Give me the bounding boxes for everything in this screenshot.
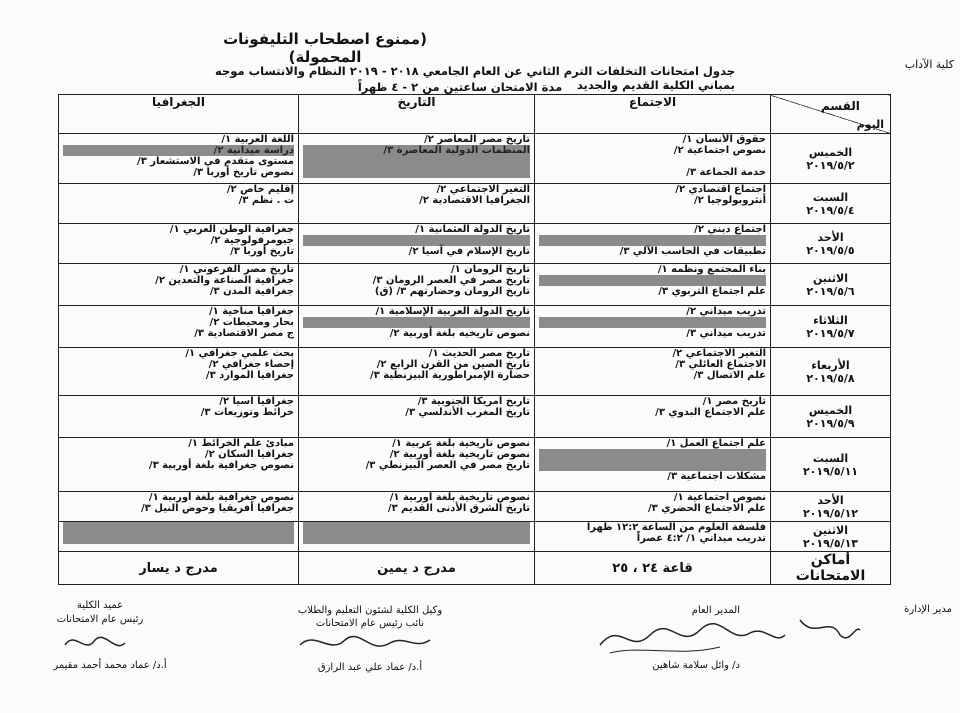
dean-signature bbox=[60, 625, 130, 660]
subject-line bbox=[303, 167, 530, 178]
subject-line: بحث علمي جغرافي ١/ bbox=[185, 348, 294, 359]
gm-signature bbox=[590, 615, 790, 660]
day-cell bbox=[771, 348, 891, 396]
subject-line bbox=[539, 275, 766, 286]
subject-line: إقليم خاص ٢/ bbox=[226, 184, 294, 195]
subject-cell-soc bbox=[535, 396, 771, 438]
location-geography: مدرج د يسار bbox=[59, 552, 299, 585]
day-cell bbox=[771, 134, 891, 184]
subject-cell-soc bbox=[535, 522, 771, 552]
subject-cell-his bbox=[299, 348, 535, 396]
admin-signature bbox=[795, 610, 865, 650]
subject-line: جغرافية الصناعة والتعدين ٢/ bbox=[155, 275, 294, 286]
table-row bbox=[59, 134, 891, 184]
day-cell bbox=[771, 438, 891, 492]
phone-notice: (ممنوع اصطحاب التليفونات المحمولة) bbox=[223, 30, 427, 66]
subject-line: التغير الاجتماعي ٢/ bbox=[672, 348, 766, 359]
subject-line bbox=[303, 522, 530, 533]
day-name: الخميس bbox=[808, 145, 853, 159]
subject-line: بحار ومحيطات ٢/ bbox=[209, 317, 294, 328]
subject-line: اجتماع ديني ٢/ bbox=[694, 224, 766, 235]
day-cell bbox=[771, 522, 891, 552]
subject-line: علم الاجتماع البدوي ٣/ bbox=[655, 407, 766, 418]
table-row bbox=[59, 224, 891, 264]
subject-line: تاريخ أمريكا الجنوبية ٣/ bbox=[417, 396, 530, 407]
subject-line bbox=[63, 471, 294, 482]
subject-line: نصوص تاريخيه بلغة أوربية ٢/ bbox=[389, 328, 530, 339]
subject-line: اجتماع اقتصادي ٢/ bbox=[675, 184, 766, 195]
subject-line: بناء المجتمع ونظمه ١/ bbox=[657, 264, 766, 275]
day-name: الخميس bbox=[808, 403, 853, 417]
subject-line: نصوص جغرافية بلغة أوربية ١/ bbox=[148, 492, 294, 503]
subject-cell-soc bbox=[535, 306, 771, 348]
exam-duration: مدة الامتحان ساعتين من ٢ - ٤ ظهراً bbox=[357, 80, 563, 94]
subject-cell-geo bbox=[59, 184, 299, 224]
day-cell bbox=[771, 396, 891, 438]
subject-line: نصوص اجتماعية ٢/ bbox=[673, 145, 766, 156]
subject-line bbox=[63, 522, 294, 533]
subject-cell-soc bbox=[535, 492, 771, 522]
subject-line bbox=[63, 533, 294, 544]
subject-line: الجغرافيا الاقتصادية ٢/ bbox=[419, 195, 530, 206]
subject-line: علم الاتصال ٣/ bbox=[693, 370, 766, 381]
day-date: ٢٠١٩/٥/٨ bbox=[806, 371, 855, 385]
subject-line: أنثروبولوجيا ٢/ bbox=[693, 195, 766, 206]
subject-line: جيومرفولوجية ٢/ bbox=[210, 235, 294, 246]
table-row bbox=[59, 306, 891, 348]
subject-line: نصوص تاريخية بلغة أوربية ٢/ bbox=[389, 449, 530, 460]
subject-line: نصوص جغرافية بلغة أوربية ٣/ bbox=[148, 460, 294, 471]
subject-line: نصوص تاريخية بلغة عربية ١/ bbox=[392, 438, 530, 449]
day-name: السبت bbox=[812, 190, 849, 204]
table-row bbox=[59, 348, 891, 396]
table-header-row bbox=[59, 95, 891, 134]
admin-manager-label: مدير الإدارة bbox=[904, 604, 952, 615]
subject-line: خدمة الجماعة ٣/ bbox=[686, 167, 766, 178]
subject-line: التغير الاجتماعي ٢/ bbox=[436, 184, 530, 195]
day-name: السبت bbox=[812, 451, 849, 465]
subject-cell-soc bbox=[535, 348, 771, 396]
subject-line bbox=[539, 317, 766, 328]
locations-label: أماكن الامتحانات bbox=[771, 552, 891, 585]
subject-line: نصوص تاريخية بلغة أوربية ١/ bbox=[389, 492, 530, 503]
subject-cell-geo bbox=[59, 224, 299, 264]
subject-line: الاجتماع العائلي ٣/ bbox=[675, 359, 766, 370]
subject-line bbox=[303, 235, 530, 246]
day-cell bbox=[771, 306, 891, 348]
subject-line: تاريخ أوربا ٣/ bbox=[230, 246, 294, 257]
subject-cell-his bbox=[299, 264, 535, 306]
subject-cell-his bbox=[299, 306, 535, 348]
subject-cell-soc bbox=[535, 134, 771, 184]
subject-line: جغرافيا آسيا ٢/ bbox=[219, 396, 294, 407]
subject-line: تاريخ الرومان وحضارتهم ٣/ (ق) bbox=[374, 286, 530, 297]
subject-cell-soc bbox=[535, 438, 771, 492]
subject-line: علم اجتماع التربوي ٣/ bbox=[658, 286, 766, 297]
subject-line: تاريخ الشرق الأدنى القديم ٣/ bbox=[387, 503, 530, 514]
subject-cell-his bbox=[299, 224, 535, 264]
day-date: ٢٠١٩/٥/١١ bbox=[802, 464, 859, 478]
subject-line: جغرافية المدن ٣/ bbox=[209, 286, 294, 297]
subject-line: جغرافيا الموارد ٣/ bbox=[205, 370, 294, 381]
subject-line: المنظمات الدولية المعاصرة ٣/ bbox=[303, 145, 530, 156]
subject-line: تطبيقات في الحاسب الآلي ٣/ bbox=[619, 246, 766, 257]
dean-name: أ.د/ عماد محمد أحمد مقيمر bbox=[53, 660, 167, 671]
day-date: ٢٠١٩/٥/٥ bbox=[806, 243, 855, 257]
corner-header bbox=[771, 95, 891, 134]
day-date: ٢٠١٩/٥/٦ bbox=[806, 284, 855, 298]
subject-line: جغرافية الوطن العربي ١/ bbox=[169, 224, 294, 235]
vice-dean-signature bbox=[290, 625, 440, 660]
locations-row bbox=[59, 552, 891, 585]
subject-line: تدريب ميداني ٢/ bbox=[686, 306, 766, 317]
subject-cell-his bbox=[299, 492, 535, 522]
col-header-history: التاريخ bbox=[299, 95, 535, 134]
subject-line: علم اجتماع العمل ١/ bbox=[666, 438, 766, 449]
subject-line: دراسة ميدانية ٢/ bbox=[63, 145, 294, 156]
subject-cell-geo bbox=[59, 492, 299, 522]
faculty-label: كلية الآداب bbox=[904, 58, 954, 71]
location-history: مدرج د يمين bbox=[299, 552, 535, 585]
subject-line bbox=[303, 533, 530, 544]
table-row bbox=[59, 438, 891, 492]
subject-line: تاريخ مصر ١/ bbox=[702, 396, 766, 407]
subject-cell-geo bbox=[59, 522, 299, 552]
subject-line bbox=[539, 449, 766, 460]
day-cell bbox=[771, 224, 891, 264]
subject-cell-soc bbox=[535, 264, 771, 306]
subject-line bbox=[539, 460, 766, 471]
subject-line: مستوى متقدم في الاستشعار ٣/ bbox=[137, 156, 294, 167]
subject-cell-his bbox=[299, 396, 535, 438]
subject-line: تاريخ الإسلام في آسيا ٢/ bbox=[408, 246, 530, 257]
dean-title: عميد الكلية bbox=[76, 600, 124, 611]
subject-line bbox=[539, 235, 766, 246]
subject-cell-his bbox=[299, 184, 535, 224]
dept-header: القسم bbox=[821, 99, 860, 113]
subject-line bbox=[539, 156, 766, 167]
subject-line: تاريخ المغرب الأندلسي ٣/ bbox=[405, 407, 530, 418]
subject-line: تاريخ مصر الحديث ١/ bbox=[428, 348, 530, 359]
vice-dean-sub: نائب رئيس عام الامتحانات bbox=[315, 618, 425, 629]
subject-line: تاريخ مصر في العصر البيزنطي ٣/ bbox=[365, 460, 530, 471]
day-name: الأربعاء bbox=[811, 358, 850, 372]
subject-cell-geo bbox=[59, 348, 299, 396]
subject-line: جغرافيا مناخية ١/ bbox=[209, 306, 294, 317]
table-row bbox=[59, 396, 891, 438]
col-header-sociology: الاجتماع bbox=[535, 95, 771, 134]
subject-cell-geo bbox=[59, 306, 299, 348]
subject-line: حقوق الأنسان ١/ bbox=[682, 134, 766, 145]
day-date: ٢٠١٩/٥/١٣ bbox=[802, 536, 859, 550]
gm-title: المدير العام bbox=[691, 605, 740, 616]
subject-line: إحصاء جغرافي ٢/ bbox=[208, 359, 294, 370]
table-row bbox=[59, 522, 891, 552]
location-sociology: قاعة ٢٤ ، ٢٥ bbox=[535, 552, 771, 585]
subject-line: تاريخ الصين من القرن الرابع ٢/ bbox=[376, 359, 530, 370]
subject-line: اللغة العربية ١/ bbox=[221, 134, 294, 145]
day-name: الاثنين bbox=[813, 523, 848, 537]
subject-line bbox=[303, 317, 530, 328]
day-date: ٢٠١٩/٥/٩ bbox=[806, 416, 855, 430]
day-name: الاثنين bbox=[813, 271, 848, 285]
subject-line: تاريخ مصر في العصر الرومان ٣/ bbox=[372, 275, 530, 286]
page-title: جدول امتحانات التخلفات الترم الثاني عن العام الجامعي ٢٠١٨ - ٢٠١٩ النظام والانتساب موجه بمباني الكلية القديم والجديد bbox=[215, 64, 735, 92]
subject-line: حضارة الإمبراطورية البيزنطية ٣/ bbox=[370, 370, 530, 381]
subject-line: ت . نظم ٣/ bbox=[238, 195, 294, 206]
subject-line: علم الاجتماع الحضري ٣/ bbox=[647, 503, 766, 514]
subject-line: تاريخ مصر الفرعوني ١/ bbox=[179, 264, 294, 275]
day-cell bbox=[771, 492, 891, 522]
subject-line: تاريخ الدولة العربية الإسلامية ١/ bbox=[375, 306, 530, 317]
subject-line: جغرافيا السكان ٢/ bbox=[204, 449, 294, 460]
day-date: ٢٠١٩/٥/١٢ bbox=[802, 506, 859, 520]
subject-line: مبادئ علم الخرائط ١/ bbox=[188, 438, 294, 449]
day-date: ٢٠١٩/٥/٢ bbox=[806, 158, 855, 172]
day-cell bbox=[771, 264, 891, 306]
subject-line: فلسفة العلوم من الساعة ١٢:٢ ظهراً bbox=[586, 522, 766, 533]
subject-line: ج مصر الاقتصادية ٣/ bbox=[194, 328, 294, 339]
table-row bbox=[59, 264, 891, 306]
subject-line: تاريخ الرومان ١/ bbox=[450, 264, 530, 275]
subject-line: تدريب ميداني ١/ ٤:٢ عصراً bbox=[636, 533, 766, 544]
gm-name: د/ وائل سلامة شاهين bbox=[652, 660, 740, 671]
subject-cell-geo bbox=[59, 438, 299, 492]
col-header-geography: الجغرافيا bbox=[59, 95, 299, 134]
subject-line: نصوص اجتماعية ١/ bbox=[673, 492, 766, 503]
day-name: الثلاثاء bbox=[813, 313, 848, 327]
subject-cell-soc bbox=[535, 184, 771, 224]
subject-line: خرائط وتوزيعات ٣/ bbox=[200, 407, 294, 418]
subject-cell-geo bbox=[59, 396, 299, 438]
table-row bbox=[59, 184, 891, 224]
day-name: الأحد bbox=[817, 493, 844, 507]
exam-schedule-table bbox=[58, 94, 891, 585]
subject-line: تدريب ميداني ٣/ bbox=[686, 328, 766, 339]
subject-line: جغرافيا أفريقيا وحوض النيل ٣/ bbox=[141, 503, 294, 514]
subject-cell-his bbox=[299, 522, 535, 552]
subject-cell-geo bbox=[59, 134, 299, 184]
subject-line: مشكلات اجتماعية ٣/ bbox=[667, 471, 766, 482]
day-cell bbox=[771, 184, 891, 224]
subject-line: تاريخ مصر المعاصر ٢/ bbox=[424, 134, 530, 145]
subject-line bbox=[303, 156, 530, 167]
subject-line: نصوص تاريخ أوربا ٣/ bbox=[193, 167, 294, 178]
subject-line: تاريخ الدولة العثمانية ١/ bbox=[415, 224, 530, 235]
day-date: ٢٠١٩/٥/٤ bbox=[806, 203, 855, 217]
subject-cell-his bbox=[299, 134, 535, 184]
vice-dean-title: وكيل الكلية لشئون التعليم والطلاب bbox=[297, 605, 443, 616]
subject-cell-his bbox=[299, 438, 535, 492]
day-name: الأحد bbox=[817, 230, 844, 244]
subject-cell-geo bbox=[59, 264, 299, 306]
subject-cell-soc bbox=[535, 224, 771, 264]
subject-line bbox=[303, 471, 530, 482]
vice-dean-name: أ.د/ عماد علي عبد الرازق bbox=[317, 662, 423, 673]
day-header: اليوم bbox=[856, 118, 884, 131]
dean-sub: رئيس عام الامتحانات bbox=[56, 614, 144, 625]
table-row bbox=[59, 492, 891, 522]
day-date: ٢٠١٩/٥/٧ bbox=[806, 326, 855, 340]
